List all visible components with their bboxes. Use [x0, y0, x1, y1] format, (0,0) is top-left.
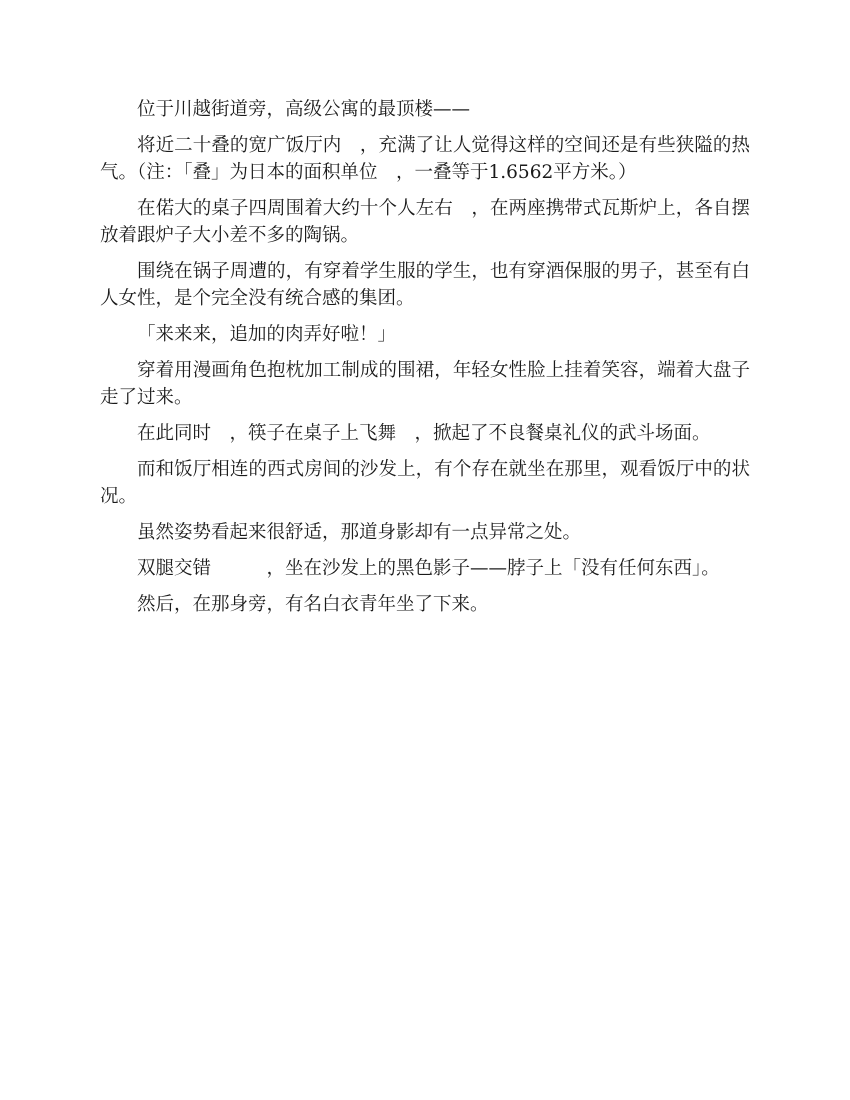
- paragraph-4: 围绕在锅子周遭的，有穿着学生服的学生，也有穿酒保服的男子，甚至有白人女性，是个完全没有统合感的集团。: [100, 261, 750, 309]
- paragraph-5: 「来来来，追加的肉弄好啦！」: [137, 324, 397, 345]
- paragraph-10: 双腿交错 ，坐在沙发上的黑色影子——脖子上「没有任何东西」。: [137, 558, 720, 579]
- paragraph-2: 将近二十叠的宽广饭厅内 ，充满了让人觉得这样的空间还是有些狭隘的热气。（注：「叠」为日本的面积单位 ，一叠等于1.6562平方米。）: [100, 135, 750, 183]
- body-text: [100, 96, 750, 627]
- paragraph-6: 穿着用漫画角色抱枕加工制成的围裙，年轻女性脸上挂着笑容，端着大盘子走了过来。: [100, 360, 750, 408]
- paragraph-9: 虽然姿势看起来很舒适，那道身影却有一点异常之处。: [137, 522, 582, 543]
- paragraph-11: 然后，在那身旁，有名白衣青年坐了下来。: [137, 594, 489, 615]
- paragraph-7: 在此同时 ，筷子在桌子上飞舞 ，掀起了不良餐桌礼仪的武斗场面。: [137, 423, 711, 444]
- paragraph-3: 在偌大的桌子四周围着大约十个人左右 ，在两座携带式瓦斯炉上，各自摆放着跟炉子大小差不多的陶锅。: [100, 198, 750, 246]
- paragraph-1: 位于川越街道旁，高级公寓的最顶楼——: [137, 99, 471, 120]
- paragraph-8: 而和饭厅相连的西式房间的沙发上，有个存在就坐在那里，观看饭厅中的状况。: [100, 459, 750, 507]
